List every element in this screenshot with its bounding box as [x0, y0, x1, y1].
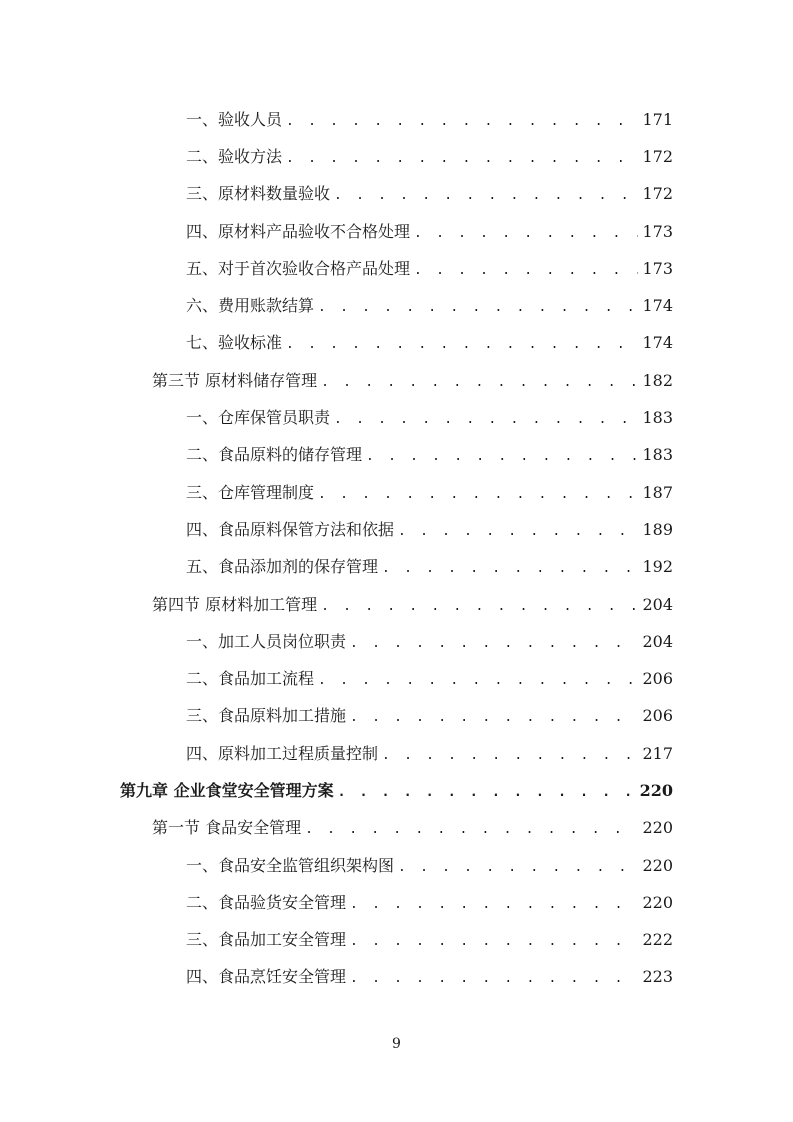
toc-entry-title: 五、对于首次验收合格产品处理 — [186, 258, 411, 278]
toc-dot-leader — [321, 373, 638, 393]
toc-dot-leader — [382, 559, 638, 579]
toc-subsection-entry[interactable] — [0, 325, 793, 362]
toc-entry-page-number: 174 — [642, 296, 673, 316]
toc-section-entry[interactable] — [0, 362, 793, 399]
toc-dot-leader — [318, 671, 638, 691]
toc-dot-leader — [334, 186, 638, 206]
toc-entry-title: 第一节 食品安全管理 — [152, 818, 302, 838]
toc-subsection-entry[interactable] — [0, 549, 793, 586]
toc-entry-title: 四、食品原料保管方法和依据 — [186, 519, 395, 539]
toc-entry-title: 四、原材料产品验收不合格处理 — [186, 221, 411, 241]
toc-entry-title: 二、验收方法 — [186, 146, 283, 166]
toc-entry-title: 第九章 企业食堂安全管理方案 — [120, 780, 334, 800]
toc-dot-leader — [414, 261, 638, 281]
toc-subsection-entry[interactable] — [0, 101, 793, 138]
toc-entry-title: 四、原料加工过程质量控制 — [186, 743, 379, 763]
toc-dot-leader — [398, 858, 638, 878]
toc-subsection-entry[interactable] — [0, 660, 793, 697]
toc-dot-leader — [350, 634, 638, 654]
toc-section-entry[interactable] — [0, 586, 793, 623]
toc-entry-page-number: 206 — [642, 706, 673, 726]
toc-section-entry[interactable] — [0, 810, 793, 847]
toc-dot-leader — [398, 522, 638, 542]
toc-dot-leader — [286, 112, 638, 132]
toc-entry-page-number: 220 — [642, 818, 673, 838]
toc-entry-title: 六、费用账款结算 — [186, 296, 315, 316]
toc-subsection-entry[interactable] — [0, 623, 793, 660]
toc-entry-title: 一、食品安全监管组织架构图 — [186, 855, 395, 875]
toc-entry-page-number: 171 — [642, 109, 673, 129]
toc-entry-page-number: 206 — [642, 669, 673, 689]
toc-entry-page-number: 183 — [642, 408, 673, 428]
toc-entry-title: 三、食品原料加工措施 — [186, 706, 347, 726]
toc-subsection-entry[interactable] — [0, 399, 793, 436]
toc-entry-page-number: 172 — [642, 146, 673, 166]
toc-dot-leader — [366, 447, 638, 467]
toc-entry-page-number: 173 — [642, 221, 673, 241]
toc-entry-page-number: 222 — [642, 930, 673, 950]
toc-subsection-entry[interactable] — [0, 176, 793, 213]
toc-subsection-entry[interactable] — [0, 250, 793, 287]
toc-entry-title: 第四节 原材料加工管理 — [152, 594, 318, 614]
toc-entry-page-number: 189 — [642, 519, 673, 539]
toc-subsection-entry[interactable] — [0, 735, 793, 772]
toc-entry-page-number: 223 — [642, 967, 673, 987]
toc-dot-leader — [350, 932, 638, 952]
toc-dot-leader — [338, 783, 636, 803]
toc-entry-page-number: 204 — [642, 631, 673, 651]
toc-entry-page-number: 174 — [642, 333, 673, 353]
toc-subsection-entry[interactable] — [0, 959, 793, 996]
toc-dot-leader — [286, 335, 638, 355]
toc-subsection-entry[interactable] — [0, 287, 793, 324]
toc-entry-title: 五、食品添加剂的保存管理 — [186, 557, 379, 577]
toc-subsection-entry[interactable] — [0, 884, 793, 921]
toc-entry-title: 七、验收标准 — [186, 333, 283, 353]
toc-entry-page-number: 183 — [642, 445, 673, 465]
toc-entry-title: 一、验收人员 — [186, 109, 283, 129]
toc-dot-leader — [414, 224, 638, 244]
toc-dot-leader — [321, 597, 638, 617]
toc-chapter-entry[interactable] — [0, 772, 793, 809]
toc-entry-title: 二、食品验货安全管理 — [186, 892, 347, 912]
toc-entry-title: 四、食品烹饪安全管理 — [186, 967, 347, 987]
toc-entry-page-number: 192 — [642, 557, 673, 577]
toc-entry-title: 二、食品原料的储存管理 — [186, 445, 363, 465]
toc-entry-page-number: 204 — [642, 594, 673, 614]
toc-entry-page-number: 220 — [642, 892, 673, 912]
toc-subsection-entry[interactable] — [0, 847, 793, 884]
toc-entry-title: 三、食品加工安全管理 — [186, 930, 347, 950]
toc-subsection-entry[interactable] — [0, 474, 793, 511]
toc-dot-leader — [382, 746, 638, 766]
toc-dot-leader — [350, 969, 638, 989]
toc-entry-title: 二、食品加工流程 — [186, 669, 315, 689]
toc-dot-leader — [350, 895, 638, 915]
toc-entry-title: 三、原材料数量验收 — [186, 184, 331, 204]
toc-subsection-entry[interactable] — [0, 213, 793, 250]
toc-dot-leader — [318, 298, 638, 318]
toc-dot-leader — [286, 149, 638, 169]
toc-entry-page-number: 182 — [642, 370, 673, 390]
toc-subsection-entry[interactable] — [0, 922, 793, 959]
table-of-contents — [0, 101, 793, 996]
toc-entry-title: 三、仓库管理制度 — [186, 482, 315, 502]
toc-entry-page-number: 172 — [642, 184, 673, 204]
toc-subsection-entry[interactable] — [0, 511, 793, 548]
toc-dot-leader — [305, 820, 638, 840]
toc-subsection-entry[interactable] — [0, 138, 793, 175]
toc-subsection-entry[interactable] — [0, 698, 793, 735]
toc-entry-title: 一、仓库保管员职责 — [186, 408, 331, 428]
toc-entry-title: 第三节 原材料储存管理 — [152, 370, 318, 390]
toc-dot-leader — [334, 410, 638, 430]
page-number: 9 — [392, 1036, 401, 1052]
toc-entry-title: 一、加工人员岗位职责 — [186, 631, 347, 651]
toc-dot-leader — [350, 708, 638, 728]
toc-entry-page-number: 220 — [639, 780, 673, 800]
toc-entry-page-number: 217 — [642, 743, 673, 763]
toc-entry-page-number: 220 — [642, 855, 673, 875]
toc-entry-page-number: 187 — [642, 482, 673, 502]
toc-subsection-entry[interactable] — [0, 437, 793, 474]
toc-entry-page-number: 173 — [642, 258, 673, 278]
toc-dot-leader — [318, 485, 638, 505]
